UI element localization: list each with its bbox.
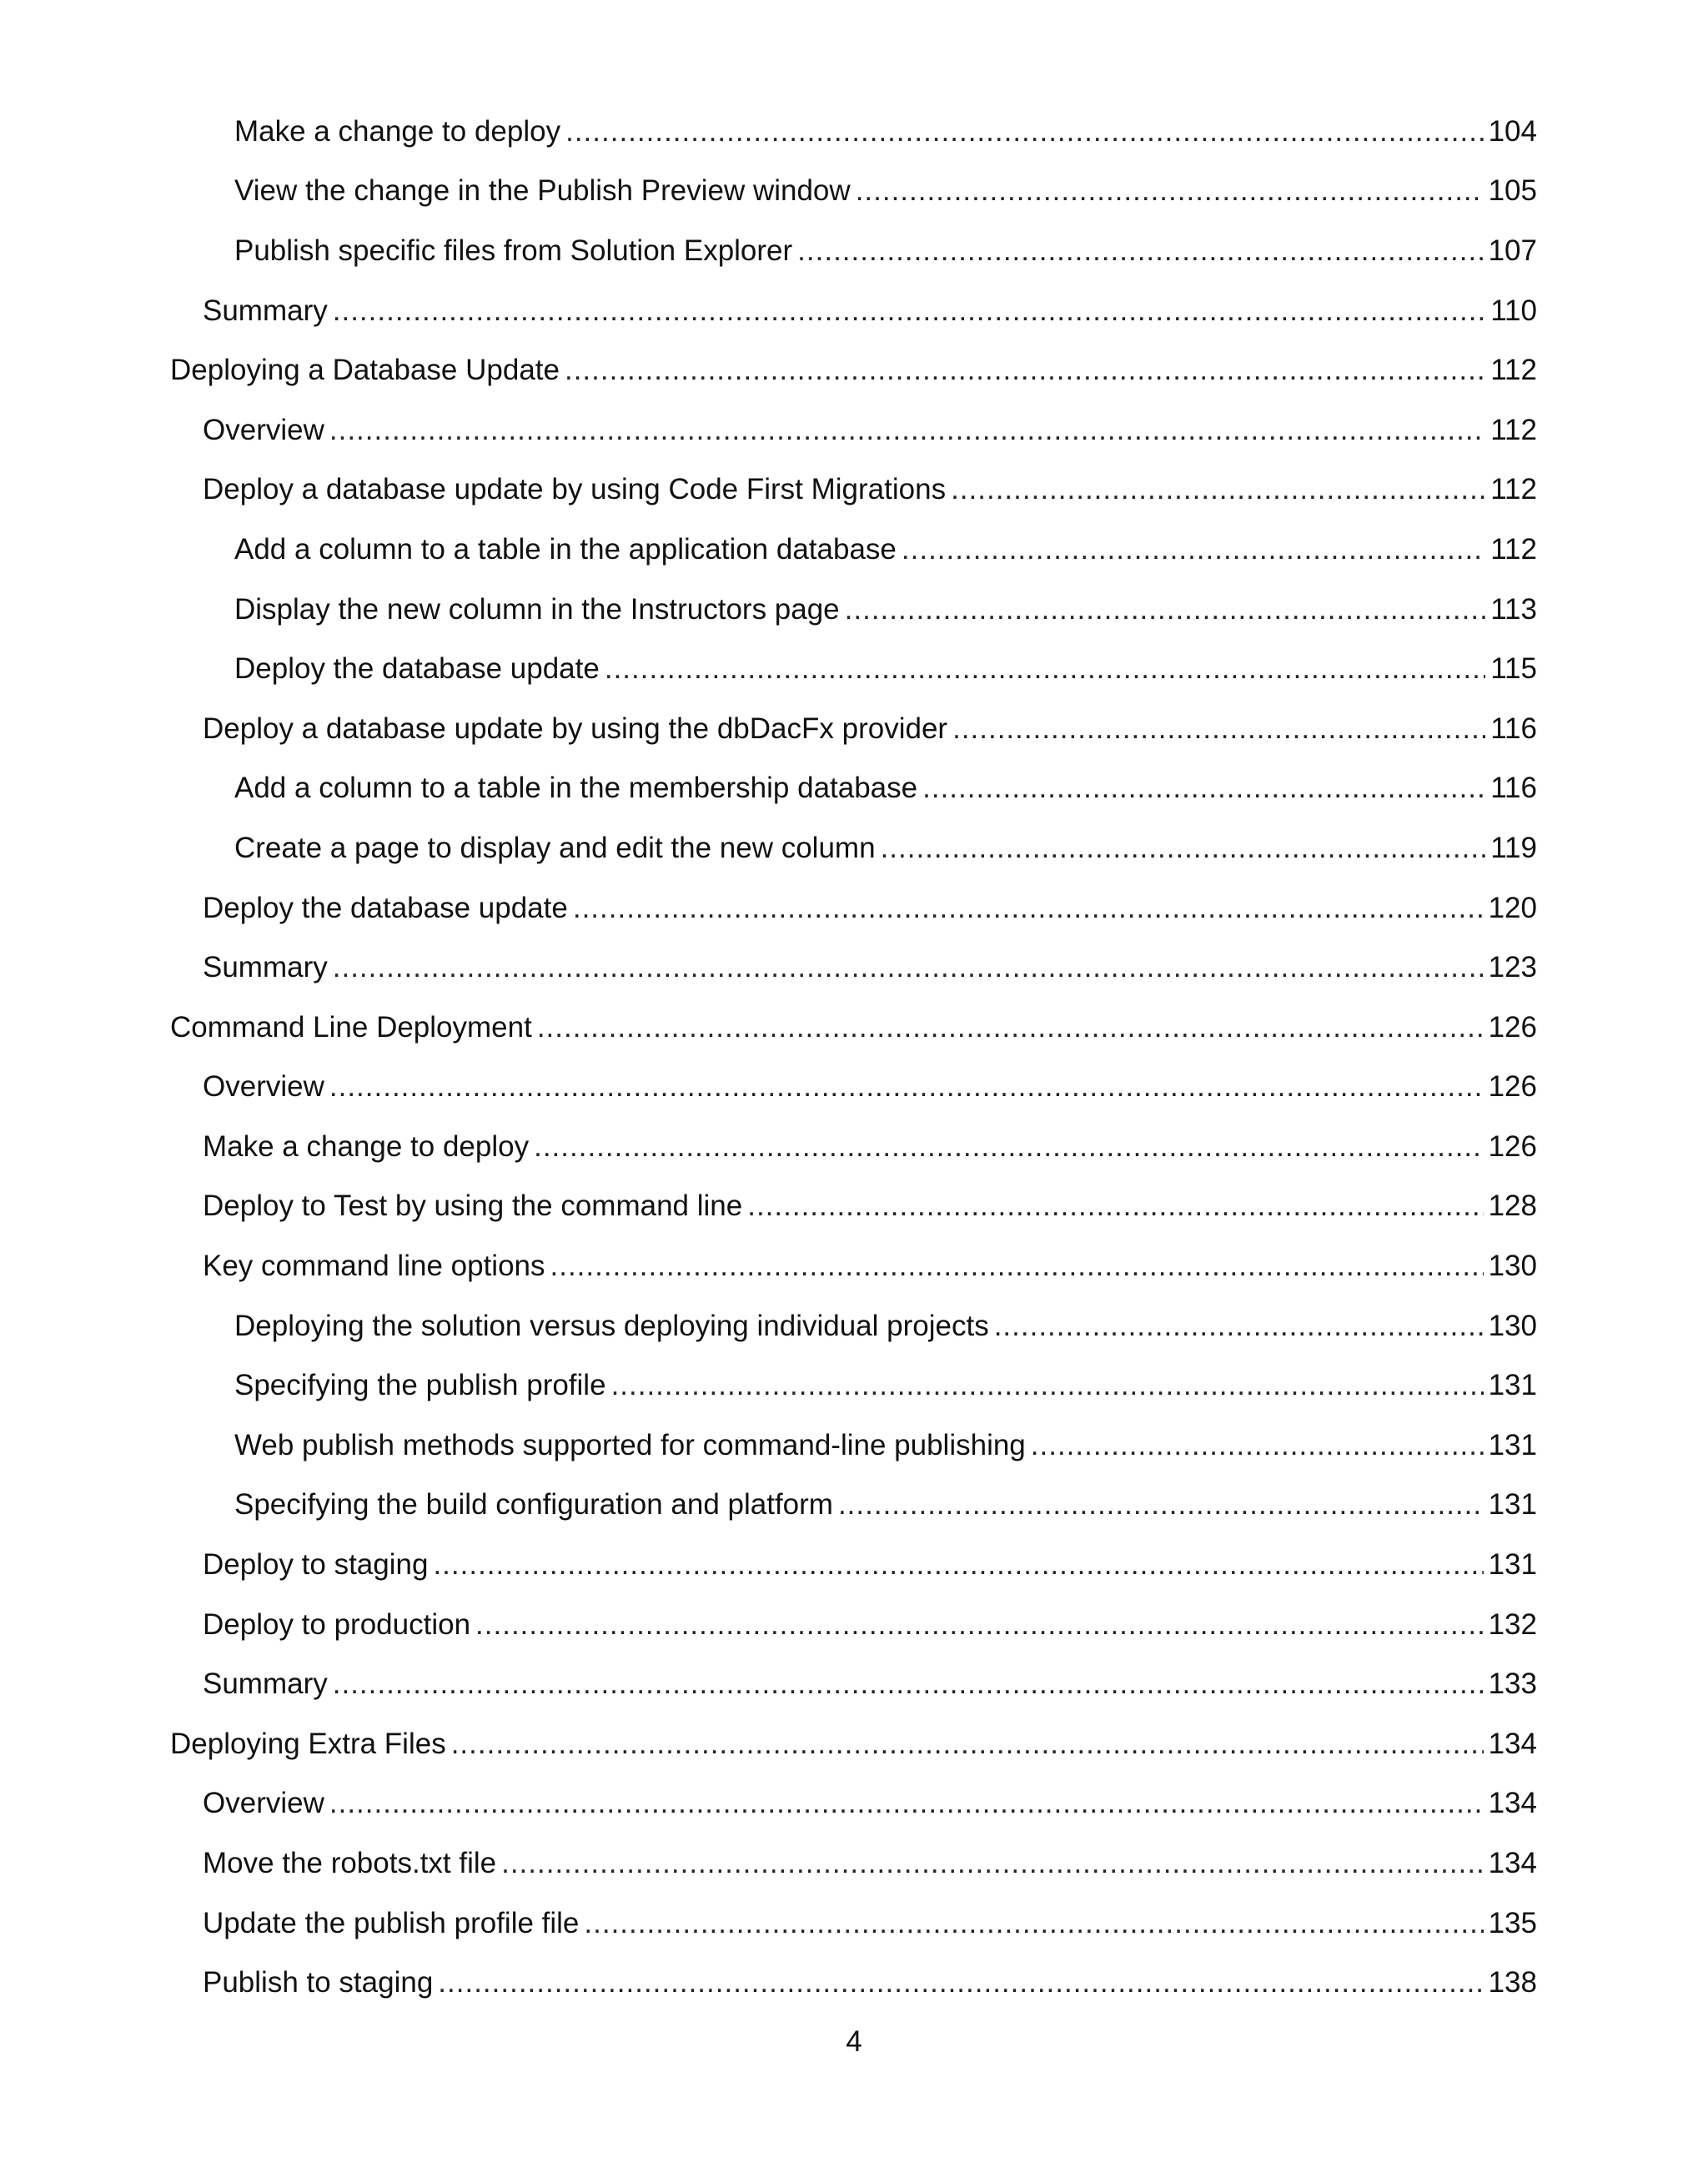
toc-entry-page: 112 <box>1490 413 1537 446</box>
toc-entry-page: 126 <box>1488 1070 1537 1104</box>
toc-entry-title: Web publish methods supported for command-line publishing <box>234 1428 1026 1461</box>
toc-entry[interactable] <box>0 1535 1708 1595</box>
toc-entry[interactable] <box>0 520 1708 580</box>
toc-entry-page: 107 <box>1488 234 1537 267</box>
toc-leader <box>438 1964 1483 2001</box>
toc-entry[interactable] <box>0 340 1708 400</box>
toc-leader <box>329 1785 1484 1822</box>
toc-entry-title: Add a column to a table in the application database <box>234 532 897 566</box>
toc-entry-title: Summary <box>203 1667 328 1701</box>
toc-entry-page: 135 <box>1488 1906 1537 1939</box>
toc-entry-page: 133 <box>1488 1667 1537 1701</box>
toc-entry-page: 105 <box>1488 174 1537 208</box>
toc-entry[interactable] <box>0 1356 1708 1416</box>
toc-leader <box>584 1905 1483 1942</box>
toc-entry[interactable] <box>0 1774 1708 1834</box>
toc-leader <box>534 1129 1483 1165</box>
toc-leader <box>537 1009 1484 1046</box>
toc-entry-title: Deploying the solution versus deploying individual projects <box>234 1309 989 1342</box>
toc-entry-page: 131 <box>1488 1369 1537 1402</box>
toc-entry-page: 131 <box>1488 1428 1537 1461</box>
toc-entry[interactable] <box>0 1476 1708 1536</box>
toc-entry[interactable] <box>0 759 1708 819</box>
toc-entry-title: View the change in the Publish Preview window <box>234 174 851 208</box>
toc-leader <box>747 1188 1483 1225</box>
toc-entry-title: Deploying Extra Files <box>170 1727 446 1760</box>
toc-entry-page: 116 <box>1490 712 1537 745</box>
toc-entry[interactable] <box>0 1595 1708 1655</box>
toc-leader <box>329 1069 1484 1105</box>
toc-entry-page: 112 <box>1490 473 1537 506</box>
toc-entry[interactable] <box>0 162 1708 222</box>
toc-entry-page: 132 <box>1488 1607 1537 1641</box>
toc-entry-title: Overview <box>203 1070 324 1104</box>
toc-entry-title: Deploy to Test by using the command line <box>203 1190 743 1223</box>
toc-leader <box>333 1666 1484 1703</box>
toc-entry-page: 116 <box>1490 772 1537 805</box>
toc-entry[interactable] <box>0 1296 1708 1356</box>
toc-entry[interactable] <box>0 818 1708 878</box>
toc-entry[interactable] <box>0 1714 1708 1774</box>
toc-entry[interactable] <box>0 1117 1708 1177</box>
toc-entry-title: Publish to staging <box>203 1966 434 1999</box>
toc-entry-page: 104 <box>1488 114 1537 148</box>
toc-entry-page: 112 <box>1490 354 1537 387</box>
toc-entry[interactable] <box>0 1953 1708 2013</box>
toc-entry[interactable] <box>0 221 1708 281</box>
toc-leader <box>573 890 1484 927</box>
toc-entry[interactable] <box>0 998 1708 1058</box>
toc-entry[interactable] <box>0 1894 1708 1954</box>
toc-entry-title: Summary <box>203 294 328 327</box>
toc-entry-title: Deploy the database update <box>203 891 568 924</box>
toc-leader <box>838 1486 1484 1523</box>
toc-entry-page: 126 <box>1488 1129 1537 1163</box>
toc-entry-page: 131 <box>1488 1548 1537 1582</box>
toc-entry-title: Specifying the build configuration and platform <box>234 1488 833 1522</box>
toc-entry-page: 110 <box>1490 294 1537 327</box>
toc-entry-title: Display the new column in the Instructors page <box>234 592 840 626</box>
toc-leader <box>550 1248 1484 1285</box>
toc-entry-page: 134 <box>1488 1727 1537 1760</box>
toc-entry-page: 130 <box>1488 1250 1537 1283</box>
toc-leader <box>565 113 1483 150</box>
toc-leader <box>475 1607 1484 1643</box>
toc-entry-title: Move the robots.txt file <box>203 1847 497 1880</box>
toc-leader <box>922 770 1485 807</box>
toc-leader <box>333 949 1484 986</box>
toc-leader <box>1031 1427 1484 1464</box>
toc-entry-title: Key command line options <box>203 1250 545 1283</box>
toc-entry[interactable] <box>0 1833 1708 1894</box>
toc-entry-title: Make a change to deploy <box>203 1129 530 1163</box>
toc-leader <box>856 173 1484 209</box>
toc-entry-title: Command Line Deployment <box>170 1010 532 1044</box>
toc-entry-title: Make a change to deploy <box>234 114 561 148</box>
toc-entry[interactable] <box>0 1236 1708 1296</box>
toc-entry[interactable] <box>0 878 1708 938</box>
toc-entry-title: Deploy the database update <box>234 652 600 686</box>
toc-entry-page: 112 <box>1490 532 1537 566</box>
toc-leader <box>797 233 1483 269</box>
toc-entry-title: Overview <box>203 1787 324 1820</box>
toc-entry[interactable] <box>0 1654 1708 1714</box>
toc-entry-title: Deploy to staging <box>203 1548 429 1582</box>
toc-leader <box>994 1308 1484 1345</box>
toc-entry-title: Update the publish profile file <box>203 1906 580 1939</box>
toc-entry-page: 123 <box>1488 951 1537 984</box>
toc-entry[interactable] <box>0 639 1708 699</box>
toc-entry-page: 119 <box>1490 831 1537 864</box>
toc-entry-title: Summary <box>203 951 328 984</box>
toc-entry[interactable] <box>0 1058 1708 1118</box>
toc-entry[interactable] <box>0 400 1708 460</box>
toc-leader <box>952 711 1485 747</box>
toc-entry-page: 130 <box>1488 1309 1537 1342</box>
toc-entry-title: Deploy a database update by using the dbDacFx provider <box>203 712 948 745</box>
toc-entry-page: 120 <box>1488 891 1537 924</box>
toc-entry[interactable] <box>0 102 1708 162</box>
toc-entry[interactable] <box>0 699 1708 759</box>
toc-entry-page: 115 <box>1490 652 1537 686</box>
toc-leader <box>433 1547 1483 1583</box>
toc-entry-title: Deploy to production <box>203 1607 471 1641</box>
toc-leader <box>329 412 1485 449</box>
page-number: 4 <box>846 2025 862 2058</box>
toc-entry[interactable] <box>0 460 1708 521</box>
toc-entry-title: Create a page to display and edit the new column <box>234 831 876 864</box>
toc-entry-page: 131 <box>1488 1488 1537 1522</box>
toc-entry-title: Add a column to a table in the membership database <box>234 772 918 805</box>
toc-leader <box>333 293 1485 329</box>
toc-entry-page: 126 <box>1488 1010 1537 1044</box>
toc-entry[interactable] <box>0 1177 1708 1237</box>
toc-leader <box>902 531 1485 568</box>
toc-leader <box>451 1726 1484 1763</box>
toc-entry[interactable] <box>0 938 1708 998</box>
toc-entry[interactable] <box>0 1416 1708 1476</box>
toc-leader <box>605 651 1485 687</box>
toc-entry-page: 138 <box>1488 1966 1537 1999</box>
toc-leader <box>565 352 1485 389</box>
toc-entry-page: 128 <box>1488 1190 1537 1223</box>
toc-entry[interactable] <box>0 281 1708 341</box>
toc-entry-page: 134 <box>1488 1847 1537 1880</box>
toc-leader <box>501 1845 1483 1882</box>
toc-entry-title: Deploy a database update by using Code First Migrations <box>203 473 947 506</box>
toc-leader <box>881 830 1486 867</box>
toc-entry-title: Publish specific files from Solution Explorer <box>234 234 793 267</box>
toc-entry[interactable] <box>0 580 1708 640</box>
toc-leader <box>951 471 1485 508</box>
toc-entry-title: Overview <box>203 413 324 446</box>
toc-entry-page: 134 <box>1488 1787 1537 1820</box>
toc-entry-title: Deploying a Database Update <box>170 354 560 387</box>
toc-entry-title: Specifying the publish profile <box>234 1369 606 1402</box>
toc-entry-page: 113 <box>1490 592 1537 626</box>
toc-leader <box>611 1367 1484 1404</box>
table-of-contents <box>0 102 1708 2013</box>
toc-leader <box>845 591 1486 628</box>
